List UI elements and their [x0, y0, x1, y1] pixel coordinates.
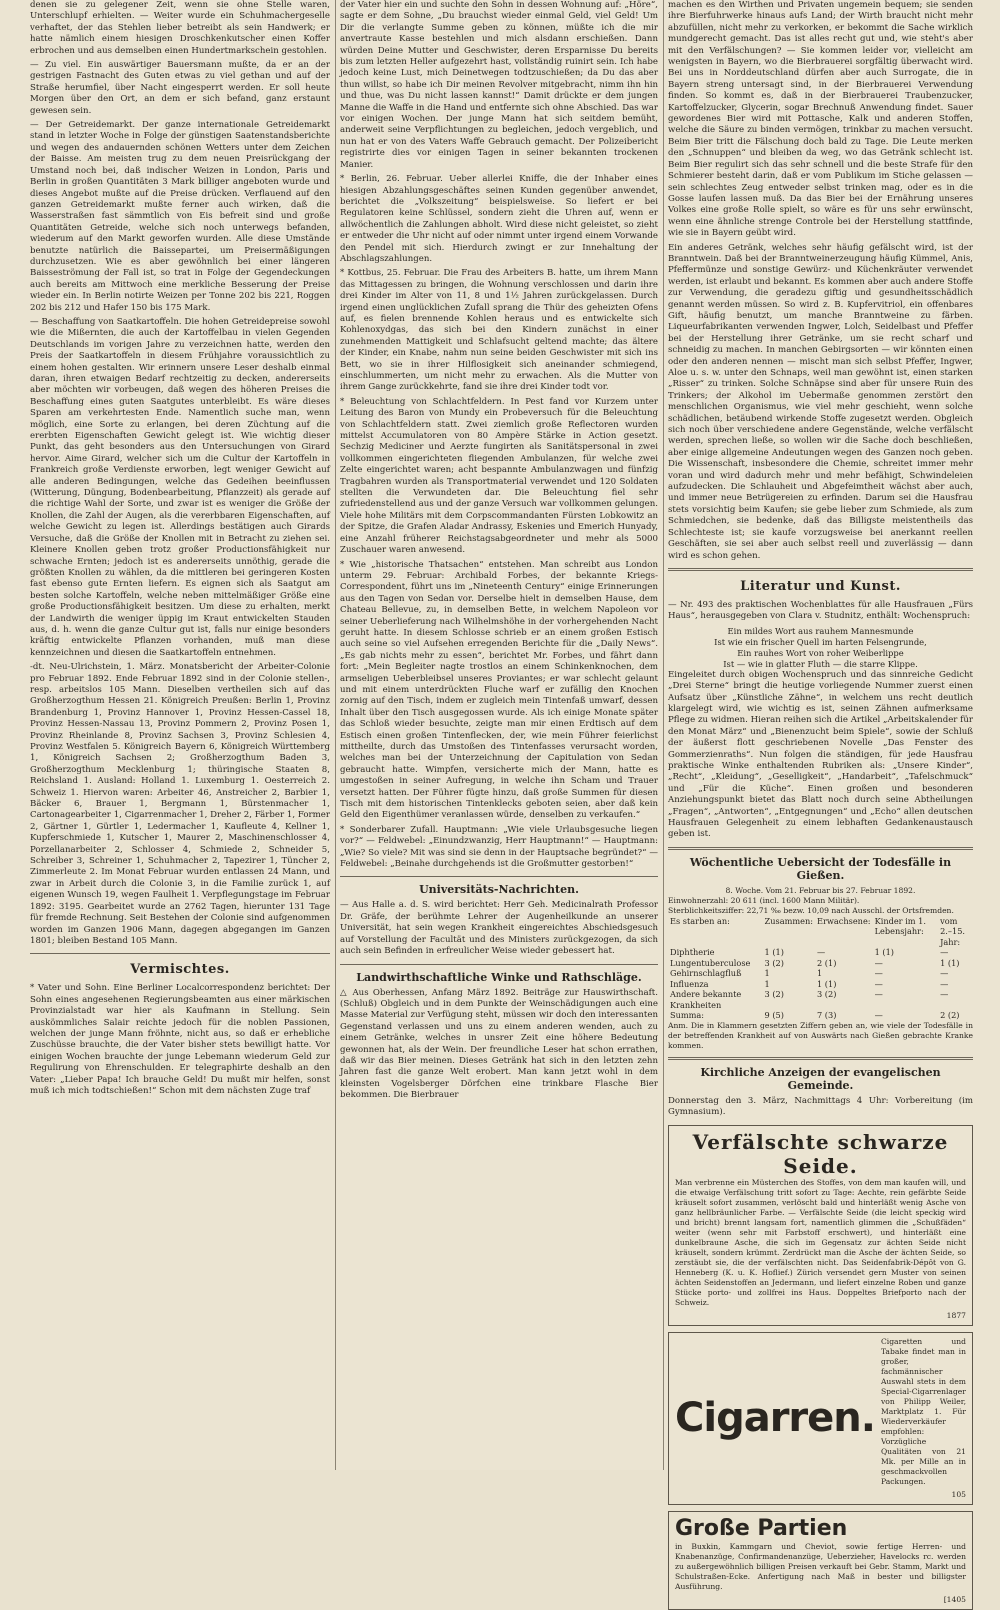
table-header-row [668, 916, 973, 948]
table-cell: 1 [817, 968, 823, 979]
wochenspruch [668, 626, 973, 670]
table-row [668, 958, 973, 969]
todesfaelle-table [668, 916, 973, 1021]
article-branntwein: Ein anderes Getränk, welches sehr häufig gefälscht wird, ist der Branntwein. Daß bei der Branntweinerzeugung häufig Kümmel, Anis, Pfeffermünze und sonstige Gewürz- und Küchenkräuter verwendet werden, ist erlaubt und bekannt. Es kommen aber auch andere Stoffe zur Verwendung, die geradezu giftig und gesundheitsschädlich genannt werden müssen. So wird z. B. Kupfervitriol, ein offenbares Gift, häufig benutzt, um manche Branntweine zu färben. Liqueurfabrikanten verwenden Ingwer, Lolch, Seidelbast und Pfeffer bei der Herstellung ihrer Getränke, um sie recht scharf und schneidig zu machen. In manchen Gebirgsorten — wir könnten einen oder den anderen nennen — mischt man sich selbst Pfeffer, Ingwer, Aloe u. s. w. unter den Schnaps, weil man gewöhnt ist, einen starken „Risser“ zu trinken. Solche Schnäpse sind aber für unsere Ruin des Trinkers; der Alkohol im Uebermaße genommen zerstört den menschlichen Organismus, wie viel mehr geschieht, wenn solche schädlichen, betäubend wirkende Stoffe zugesetzt werden. Obgleich sich noch über verschiedene andere Gegenstände, welche verfälscht werden, sprechen ließe, so wollen wir die Sache doch beschließen, aber einige allgemeine Andeutungen wegen des Ganzen noch geben. Die Wissenschaft, insbesondere die Chemie, schreitet immer mehr voran und wird dadurch mehr und mehr befähigt, Schwindeleien aufzudecken. Die Schlauheit und Abgefeimtheit wächst aber auch, und immer neue Betrügereien zu erfinden. Darum sei die Hausfrau stets vorsichtig beim Kaufen; sie gebe lieber zum Schmiede, als zum Schmiedchen, sie bedenke, daß das Billigste meistentheils das Schlechteste ist; sie kaufe vorzugsweise bei anerkannt reellen Geschäften, sie sei aber auch selbst reell und zuverlässig — dann wird es schon gehen. [668, 242, 973, 561]
ad-number: [1405 [943, 1594, 966, 1604]
article-sonderbarer-zufall: * Sonderbarer Zufall. Hauptmann: „Wie viele Urlaubsgesuche liegen vor?“ — Feldwebel: „Einundzwanzig, Herr Hauptmann!“ — Hauptmann: „Wie? So viele? Mit was sind sie denn in der Hauptsache begründet?“ — Feldwebel: „Beinahe durchgehends ist die Großmutter gestorben!“ [340, 824, 658, 870]
spruch-line: Ist wie ein frischer Quell im harten Felsengrunde, [714, 636, 927, 647]
table-cell: Influenza [670, 978, 709, 989]
table-cell: Andere bekannte Krankheiten [670, 989, 742, 1010]
table-cell: 1 [764, 978, 770, 989]
table-row [668, 947, 973, 958]
article-continuation: der Vater hier ein und suchte den Sohn in dessen Wohnung auf: „Höre“, sagte er dem Sohne, „Du brauchst wieder einmal Geld, viel Geld! Um Dir die verlangte Summe geben zu können, müßte ich die mir anvertraute Kasse bestehlen und mich alsdann erschießen. Dann würden Deine Mutter und Geschwister, deren Ersparnisse Du bereits bis zum letzten Heller aufgezehrt hast, vollständig ruinirt sein. Ich habe jedoch keine Lust, mich Deinetwegen todtzuschießen; da Du das aber thun willst, so habe ich Dir meinen Revolver mitgebracht, nimm ihn hin und thue, was Du nicht lassen kannst!“ Damit drückte er dem jungen Manne die Waffe in die Hand und entfernte sich ohne Abschied. Das war vor einigen Wochen. Der junge Mann hat sich seitdem bemüht, anderweit seine Verpflichtungen zu begleichen, jedoch vergeblich, und nun hat er von des Vaters Waffe Gebrauch gemacht. Der Polizeibericht registrirte dies vor einigen Tagen in seiner bekannten trockenen Manier. [340, 0, 658, 170]
column-divider [335, 0, 336, 1470]
table-cell: 1 (1) [940, 957, 960, 968]
divider [340, 876, 658, 877]
ad-title: Große Partien [675, 1515, 848, 1541]
article-neu-ulrichstein: -dt. Neu-Ulrichstein, 1. März. Monatsbericht der Arbeiter-Colonie pro Februar 1892. Ende Februar 1892 sind in der Colonie stellen-, resp. arbeitslos 105 Mann. Dieselben vertheilen sich auf das Großherzogthum Hessen 21. Königreich Preußen: Berlin 1, Provinz Brandenburg 1, Provinz Hannover 1, Provinz Hessen-Cassel 18, Provinz Hessen-Nassau 13, Provinz Pommern 2, Provinz Posen 1, Provinz Rheinlande 8, Provinz Sachsen 3, Provinz Schlesien 4, Provinz Westfalen 5. Königreich Bayern 6, Königreich Württemberg 1, Königreich Sachsen 2; Großherzogthum Baden 3, Großherzogthum Mecklenburg 1; thüringische Staaten 8, Reichsland 1. Ausland: Holland 1. Luxemburg 1. Oesterreich 2. Schweiz 1. Hiervon waren: Arbeiter 46, Anstreicher 2, Barbier 1, Bäcker 6, Brauer 1, Bergmann 1, Bürstenmacher 1, Cartonagearbeiter 1, Cigarrenmacher 1, Dreher 2, Färber 1, Former 2, Gärtner 1, Gürtler 1, Ledermacher 1, Kaufleute 4, Kellner 1, Kupferschmiede 1, Kutscher 1, Maurer 2, Maschinenschlosser 4, Porzellanarbeiter 2, Schlosser 4, Schmiede 2, Schneider 5, Schreiber 3, Schreiner 1, Schuhmacher 2, Tapezirer 1, Tüncher 2, Zimmerleute 2. Im Monat Februar wurden entlassen 24 Mann, und zwar in Arbeit durch die Colonie 3, in die Familie zurück 1, auf eigenen Wunsch 19, wegen Faulheit 1. Verpflegungstage im Februar 1892: 3195. Gearbeitet wurde an 2762 Tagen, hierunter 131 Tage für fremde Rechnung. Seit Bestehen der Colonie sind aufgenommen worden im Ganzen 1906 Mann, dagegen abgegangen im Ganzen 1801; bleiben Bestand 105 Mann. [30, 662, 330, 946]
table-cell: — [817, 947, 826, 958]
column-divider [663, 0, 664, 1470]
table-row [668, 979, 973, 990]
table-cell: 9 (5) [764, 1010, 784, 1021]
divider [668, 1057, 973, 1060]
table-header-cell: Es starben an: [670, 915, 730, 926]
einwohnerzahl: Einwohnerzahl: 20 611 (incl. 1600 Mann Militär). [668, 895, 860, 905]
article-beleuchtung: * Beleuchtung von Schlachtfeldern. In Pest fand vor Kurzem unter Leitung des Baron von Mundy ein Probeversuch für die Beleuchtung von Schlachtfeldern statt. Zwei ziemlich große Reflectoren wurden mittelst Accumulatoren von 80 Ampère Stärke in Action gesetzt. Sechzig Mediciner und Aerzte fungirten als Sanitätspersonal in zwei vollkommen eingerichteten fliegenden Ambulanzen, für welche zwei Zelte eingerichtet waren; acht bespannte Ambulanzwagen und fünfzig Tragbahren wurden als Transportmaterial verwendet und 120 Soldaten stellten die Verwundeten dar. Die Beleuchtung fiel sehr zufriedenstellend aus und der ganze Versuch war vollkommen gelungen. Viele hohe Militärs mit dem Corpscommandanten Fürsten Lobkowitz an der Spitze, die Grafen Aladar Andrassy, Eskenies und Emerich Hunyady, eine Anzahl früherer Reichstagsabgeordneter und mehr als 5000 Zuschauer waren anwesend. [340, 396, 658, 556]
section-heading-landwirthschaft: Landwirthschaftliche Winke und Rathschläge. [356, 970, 642, 984]
ad-text: in Buxkin, Kammgarn und Cheviot, sowie fertige Herren- und Knabenanzüge, Confirmandenanzüge, Ueberzieher, Havelocks rc. werden zu außergewöhnlich billigen Preisen verkauft bei Gebr. Stamm, Markt und Schulstraßen-Ecke. Anfertigung nach Maß in bester und billigster Ausführung. [675, 1541, 966, 1591]
divider [668, 847, 973, 850]
table-cell: — [874, 989, 883, 1000]
article-literatur-body: Eingeleitet durch obigen Wochenspruch und das sinnreiche Gedicht „Drei Sterne“ bringt die heutige vorliegende Nummer zuerst einen Aufsatz über „Künstliche Zähne“, in welchem uns recht deutlich klargelegt wird, wie wichtig es ist, seinen Zähnen aufmerksame Pflege zu widmen. Hieran reihen sich die Artikel „Arbeitskalender für den Monat März“ und „Bienenzucht beim Spiele“, sowie der Schluß der äußerst flott geschriebenen Novelle „Das Fenster des Gommerzienraths“. Nun folgen die ständigen, für jede Hausfrau praktische Winke enthaltenden Rubriken als: „Unsere Kinder“, „Recht“, „Kleidung“, „Geselligkeit“, „Handarbeit“, „Tafelschmuck“ und „Für die Küche“. Einen großen und besonderen Anziehungspunkt bietet das Blatt noch durch seine Abtheilungen „Fragen“, „Antworten“, „Entgegnungen“ und „Echo“ allen deutschen Hausfrauen Gelegenheit zu einem lebhaften Gedankenaustausch geben ist. [668, 669, 973, 840]
todesfaelle-anmerkung: Anm. Die in Klammern gesetzten Ziffern geben an, wie viele der Todesfälle in der betreffenden Krankheit auf von Auswärts nach Gießen gebrachte Kranke kommen. [668, 1020, 973, 1050]
ad-text: Cigaretten und Tabake findet man in großer, fachmännischer Auswahl stets in dem Special-Cigarrenlager von Philipp Weiler, Marktplatz 1. Für Wiederverkäufer empfohlen: Vorzügliche Qualitäten von 21 Mk. per Mille an in geschmackvollen Packungen. [880, 1336, 966, 1486]
table-cell: Lungentuberculose [670, 957, 751, 968]
table-cell: 2 (2) [940, 1010, 960, 1021]
ad-row [675, 1337, 966, 1500]
article-continuation: denen sie zu gelegener Zeit, wenn sie ohne Stelle waren, Unterschlupf erhielten. — Weiter wurde ein Schuhmachergeselle verhaftet, der das Stehlen lieber betreibt als sein Handwerk; er hatte nämlich einem hiesigen Droschkenkutscher einen Koffer erbrochen und aus demselben einen Hundertmarkschein gestohlen. [30, 0, 330, 56]
article-landwirthschaft: △ Aus Oberhessen, Anfang März 1892. Beiträge zur Hauswirthschaft. (Schluß) Obgleich und in dem Punkte der Weinschädigungen auch eine Masse Material zur Verfügung steht, müssen wir doch den interessanten Gegenstand verlassen und uns zu einem anderen wenden, auch zu einem Getränke, welches in unsrer Zeit eine höhere Bedeutung gewonnen hat, als der Wein. Der freundliche Leser hat schon errathen, daß wir das Bier meinen. Dieses Getränk hat sich in den letzten zehn Jahren fast die ganze Welt erobert. Man kann jetzt wohl in dem kleinsten Vogelsberger Dörfchen eine trinkbare Flasche Bier bekommen. Die Bierbrauer [340, 987, 658, 1101]
column-2 [340, 0, 658, 1470]
table-header-cell: vom 2.–15. Jahr: [940, 915, 966, 947]
article-bier: machen es den Wirthen und Privaten ungemein bequem; sie senden ihre Bierfuhrwerke hinaus aufs Land; der Wirth braucht nicht mehr abzufüllen, nicht mehr zu verkorken, er bekommt die Sache wirklich mundgerecht gemacht. Das ist alles recht gut und, wie steht's aber mit den Verfälschungen? — Sie kommen leider vor, vielleicht am wenigsten in Bayern, wo die Bierbrauerei sorgfältig überwacht wird. Bei uns in Norddeutschland dürfen aber auch Surrogate, die in Bayern streng untersagt sind, in der Bierbrauerei Verwendung finden. So kommt es, daß in der Bierbrauerei Traubenzucker, Kartoffelzucker, Glycerin, sogar Brechnuß Anwendung findet. Sauer gewordenes Bier wird mit Pottasche, Kalk und anderen Stoffen, welche die Säure zu binden vermögen, trinkbar zu machen versucht. Beim Bier tritt die Fälschung doch bald zu Tage. Die Leute merken den „Schnuppen“ und bleiben da weg, wo das Getränk schlecht ist. Beim Bier regulirt sich das sehr schnell und die beste Strafe für den Schmierer besteht darin, daß er vom Publikum im Stiche gelassen — sein schlechtes Zeug entweder selbst trinken mag, oder es in die Gosse laufen lassen muß. Da das Bier bei der Ernährung unseres Volkes eine große Rolle spielt, so wäre es für uns sehr erwünscht, wenn eine ähnliche strenge Controle bei der Herstellung stattfinde, wie sie in Bayern geübt wird. [668, 0, 973, 239]
ad-number: 1877 [946, 1310, 966, 1320]
article-universitaet: — Aus Halle a. d. S. wird berichtet: Herr Geh. Medicinalrath Professor Dr. Gräfe, der berühmte Lehrer der Augenheilkunde an unserer Universität, hat sein wegen Krankheit eingereichtes Abschiedsgesuch auf Vorstellung der Facultät und des Ministers zurückgezogen, da sich auch sein Befinden in erfreulicher Weise wieder gebessert hat. [340, 900, 658, 957]
divider [668, 568, 973, 571]
article-literatur: — Nr. 493 des praktischen Wochenblattes für alle Hausfrauen „Fürs Haus“, herausgegeben von Clara v. Studnitz, enthält: Wochenspruch: [668, 599, 973, 622]
ad-text: Man verbrenne ein Müsterchen des Stoffes, von dem man kaufen will, und die etwaige Verfälschung tritt sofort zu Tage: Aechte, rein gefärbte Seide kräuselt sofort zusammen, verlöscht bald und hinterläßt wenig Asche von ganz hellbräunlicher Farbe. — Verfälschte Seide (die leicht speckig wird und bricht) brennt langsam fort, namentlich glimmen die „Schußfäden“ weiter (wenn sehr mit Farbstoff erschwert), und hinterläßt eine dunkelbraune Asche, die sich im Gegensatz zur ächten Seide nicht kräuselt, sondern krümmt. Zerdrückt man die Asche der ächten Seide, so zerstäubt sie, die der verfälschten nicht. Das Seidenfabrik-Dépôt von G. Henneberg (K. u. K. Hoflief.) Zürich versendet gern Muster von seinen ächten Seidenstoffen an Jedermann, und liefert einzelne Roben und ganze Stücke porto- und zollfrei ins Haus. Doppeltes Briefporto nach der Schweiz. [675, 1177, 966, 1307]
table-row [668, 989, 973, 1010]
ad-title: Cigarren. [675, 1395, 875, 1442]
ad-title: Verfälschte schwarze Seide. [692, 1129, 949, 1178]
table-cell: — [940, 989, 949, 1000]
table-cell: — [874, 957, 883, 968]
table-header-cell: Zusammen: [764, 915, 813, 926]
article-kottbus: * Kottbus, 25. Februar. Die Frau des Arbeiters B. hatte, um ihrem Mann das Mittagessen zu bringen, die Wohnung verschlossen und darin ihre drei Kinder im Alter von 11, 8 und 1½ Jahren zurückgelassen. Durch irgend einen unglücklichen Zufall sprang die Thür des geheizten Ofens auf, es fielen brennende Kohlen heraus und es entwickelte sich Kohlenoxydgas, das sich bei den Kindern zunächst in einer zunehmenden Mattigkeit und Schlafsucht geltend machte; das ältere der Kinder, ein Knabe, nahm nun seine beiden Geschwister mit sich ins Bett, wo sie in ihrer Hilflosigkeit sich aneinander schmiegend, einschlummerten, um nicht mehr zu erwachen. Als die Mutter von ihrem Gange zurückkehrte, fand sie ihre drei Kinder todt vor. [340, 268, 658, 393]
table-cell: 1 (1) [764, 947, 784, 958]
table-cell: — [874, 968, 883, 979]
table-cell: 1 (1) [817, 978, 837, 989]
advertisement-cigarren [668, 1332, 973, 1505]
section-heading-todesfaelle: Wöchentliche Uebersicht der Todesfälle in Gießen. [689, 855, 952, 882]
column-1 [30, 0, 330, 1470]
section-heading-vermischtes: Vermischtes. [130, 962, 230, 978]
table-cell: 3 (2) [764, 989, 784, 1000]
table-cell: 7 (3) [817, 1010, 837, 1021]
spruch-line: Ist — wie in glatter Fluth — die starre Klippe. [723, 658, 918, 669]
table-cell: Summa: [670, 1010, 705, 1021]
section-heading-universitaet: Universitäts-Nachrichten. [419, 883, 579, 897]
table-header-cell: Erwachsene: [817, 915, 871, 926]
table-cell: — [940, 947, 949, 958]
table-cell: 3 (2) [764, 957, 784, 968]
table-cell: Gehirnschlagfluß [670, 968, 742, 979]
advertisement-grosse-partien [668, 1511, 973, 1610]
article-berlin: * Berlin, 26. Februar. Ueber allerlei Kniffe, die der Inhaber eines hiesigen Abzahlungsgeschäftes seinen Kunden gegenüber anwendet, berichtet die „Volkszeitung“ beispielsweise. So liefert er bei Regulatoren keine Schlüssel, sondern zieht die Uhren auf, wenn er allwöchentlich die Zahlungen abholt. Wird diese nicht geleistet, so zieht er entweder die Uhr nicht auf oder nimmt unter irgend einem Vorwande den Pendel mit sich. Hierdurch zwingt er zur Innehaltung der Abschlagszahlungen. [340, 174, 658, 264]
table-row [668, 968, 973, 979]
table-cell: — [874, 978, 883, 989]
divider [340, 964, 658, 965]
article-saatkartoffeln: — Beschaffung von Saatkartoffeln. Die hohen Getreidepreise sowohl wie die Mißernten, die auch der Kartoffelbau in vielen Gegenden Deutschlands im vorigen Jahre zu verzeichnen hatte, werden den Preis der Saatkartoffeln in diesem Frühjahre voraussichtlich zu einem hohen gestalten. Wir erinnern unsere Leser deshalb einmal daran, ihren etwaigen Bedarf rechtzeitig zu decken, andererseits aber möchten wir vorbeugen, daß wegen des höheren Preises die Beschaffung eines guten Saatgutes unterbleibt. Es wäre dieses Sparen am verkehrtesten Ende. Namentlich suche man, wenn möglich, eine Sorte zu erlangen, bei deren Züchtung auf die ererbten Eigenschaften Gewicht gelegt ist. Wie wichtig dieser Punkt, das geht besonders aus den Untersuchungen von Girard hervor. Aime Girard, welcher sich um die Cultur der Kartoffeln in Frankreich große Verdienste erworben, legt weniger Gewicht auf alle anderen Bedingungen, welche das Gedeihen beeinflussen (Witterung, Düngung, Bodenbearbeitung, Pflanzzeit) als gerade auf die richtige Wahl der Sorte, und zwar ist es weniger die Größe der Knollen, die Zahl der Augen, als die vererbbaren Eigenschaften, auf welche Gewicht zu legen ist. Allerdings bestätigen auch Girards Versuche, daß die Größe der Knollen mit in Betracht zu ziehen sei. Kleinere Knollen geben trotz großer Productionsfähigkeit nur schwache Ernten; jedoch ist es andererseits unnöthig, gerade die größten Knollen zu wählen, da die mittleren bei geringeren Kosten fast ebenso gute Ernten liefern. Es eignen sich als Saatgut am besten solche Kartoffeln, welche neben mittelmäßiger Größe eine große Productionsfähigkeit besitzen. Um diese zu erhalten, merkt der Landwirth die weniger üppig im Kraut entwickelten Stauden aus, d. h. wenn die ganze Cultur gut ist, falls nur einige besonders kräftig entwickelte Pflanzen vorhanden, muß man diese kennzeichnen und diesen die Saatkartoffeln entnehmen. [30, 316, 330, 658]
table-cell: — [940, 968, 949, 979]
column-3 [668, 0, 973, 1604]
ad-number: 105 [951, 1489, 966, 1499]
sterblichkeitsziffer: Sterblichkeitsziffer: 22,71 ‰ bezw. 10,09 nach Ausschl. der Ortsfremden. [668, 905, 954, 915]
table-cell: 3 (2) [817, 989, 837, 1000]
article-historische-thatsachen: * Wie „historische Thatsachen“ entstehen. Man schreibt aus London unterm 29. Februar: Archibald Forbes, der bekannte Kriegs-Correspondent, führt uns im „Nineteenth Century“ einige Erinnerungen aus den Tagen von Sedan vor. Derselbe hielt in demselben Hause, dem Chateau Bellevue, zu, in demselben Bette, in welchem Napoleon vor seiner Ueberlieferung nach Wilhelmshöhe in der vorhergehenden Nacht geruht hatte. In diesem Schlosse schrieb er an einem großen Estisch auch seine so viel Aufsehen erregenden Berichte für die „Daily News“. „Es gab nichts mehr zu essen“, berichtet Mr. Forbes, und fährt dann fort: „Mein Begleiter nagte trostlos an einem Schinkenknochen, dem armseligen Ueberbleibsel unseres Proviantes; er war schlecht gelaunt und mit einem unterdrückten Fluche warf er zufällig den Knochen zornig auf den Tisch, indem er zugleich mein Tintenfaß umwarf, dessen Inhalt über den Tisch ausgegossen wurde. Als ich einige Monate später das Schloß wieder besuchte, zeigte man mir einen Erdtisch auf dem Estisch einen großen Tintenflecken, der, wie mein Führer feierlichst mittheilte, durch das Umstoßen des Tintenfasses verursacht worden, welches man bei der Unterzeichnung der Capitulation von Sedan gebraucht hatte. Wimpfen, versicherte mich der Mann, hatte es umgestoßen in seiner Aufregung, in welche ihn Scham und Trauer versetzt hatten. Der Führer fügte hinzu, daß große Summen für diesen Tisch mit dem historischen Tintenklecks geboten seien, aber daß kein Geld den Eigenthümer veranlassen würde, denselben zu verkaufen.“ [340, 559, 658, 821]
divider [30, 953, 330, 954]
table-cell: 1 [764, 968, 770, 979]
kirchliche-anzeige: Donnerstag den 3. März, Nachmittags 4 Uhr: Vorbereitung (im Gymnasium). [668, 1095, 973, 1118]
ad-body [881, 1337, 966, 1500]
spruch-line: Ein rauhes Wort von roher Weiberlippe [737, 647, 904, 658]
table-header-cell: Kinder im 1. Lebensjahr: [874, 915, 926, 937]
article-getreidemarkt: — Der Getreidemarkt. Der ganze internationale Getreidemarkt stand in letzter Woche in Folge der günstigen Saatenstandsberichte und wegen des andauernden schönen Wetters unter dem Zeichen der Baisse. Am meisten trug zu dem neuen Preisrückgang der Umstand noch bei, daß indischer Weizen in London, Paris und Berlin in großen Quantitäten 3 Mark billiger angeboten wurde und dieses Angebot mußte auf die Preise drücken. Verflauend auf den ganzen Getreidemarkt mußte ferner auch wirken, daß die Wasserstraßen fast sämmtlich von Eis befreit sind und große Quantitäten Getreide, welche sich noch unterwegs befanden, wiederum auf den Markt geworfen wurden. Alle diese Umstände benutzte natürlich die Baissepartei, um Preisermäßigungen durchzusetzen. Wie es aber gewöhnlich bei einer längeren Baisseströmung der Fall ist, so trat in Folge der Gegendeckungen auch bereits am Mittwoch eine merkliche Besserung der Preise wieder ein. In Berlin notirte Weizen per Tonne 202 bis 221, Roggen 202 bis 212 und Hafer 150 bis 175 Mark. [30, 120, 330, 313]
advertisement-seide [668, 1125, 973, 1326]
section-heading-literatur: Literatur und Kunst. [740, 578, 901, 594]
spruch-line: Ein mildes Wort aus rauhem Mannesmunde [727, 625, 914, 636]
article-vater-und-sohn: * Vater und Sohn. Eine Berliner Localcorrespondenz berichtet: Der Sohn eines angesehenen Regierungsbeamten aus einer märkischen Provinzialstadt war hier als Kaufmann in Stellung. Sein auskömmliches Salair reichte jedoch für die noblen Passionen, welchen der junge Mann fröhnte, nicht aus, so daß er erhebliche Zuschüsse brauchte, die der Vater bisher stets bewilligt hatte. Vor einigen Wochen brauchte der junge Lebemann wiederum Geld zur Regulirung von Ehrenschulden. Er telegraphirte deshalb an den Vater: „Lieber Papa! Ich brauche Geld! Du mußt mir helfen, sonst muß ich mich todtschießen!“ Schon mit dem nächsten Zuge traf [30, 983, 330, 1096]
section-heading-kirchliche-anzeigen: Kirchliche Anzeigen der evangelischen Gemeinde. [700, 1065, 941, 1092]
table-cell: 2 (1) [817, 957, 837, 968]
table-cell: — [940, 978, 949, 989]
table-row-summa [668, 1010, 973, 1021]
todesfaelle-subtitle: 8. Woche. Vom 21. Februar bis 27. Februar 1892. [725, 885, 916, 895]
table-cell: — [874, 1010, 883, 1021]
article-zu-viel: — Zu viel. Ein auswärtiger Bauersmann mußte, da er an der gestrigen Fastnacht des Guten etwas zu viel gethan und auf der Straße herumfiel, über Nacht eingesperrt werden. Er soll heute Morgen über den Ort, an dem er sich befand, ganz erstaunt gewesen sein. [30, 60, 330, 116]
table-cell: Diphtherie [670, 947, 715, 958]
table-cell: 1 (1) [874, 947, 894, 958]
